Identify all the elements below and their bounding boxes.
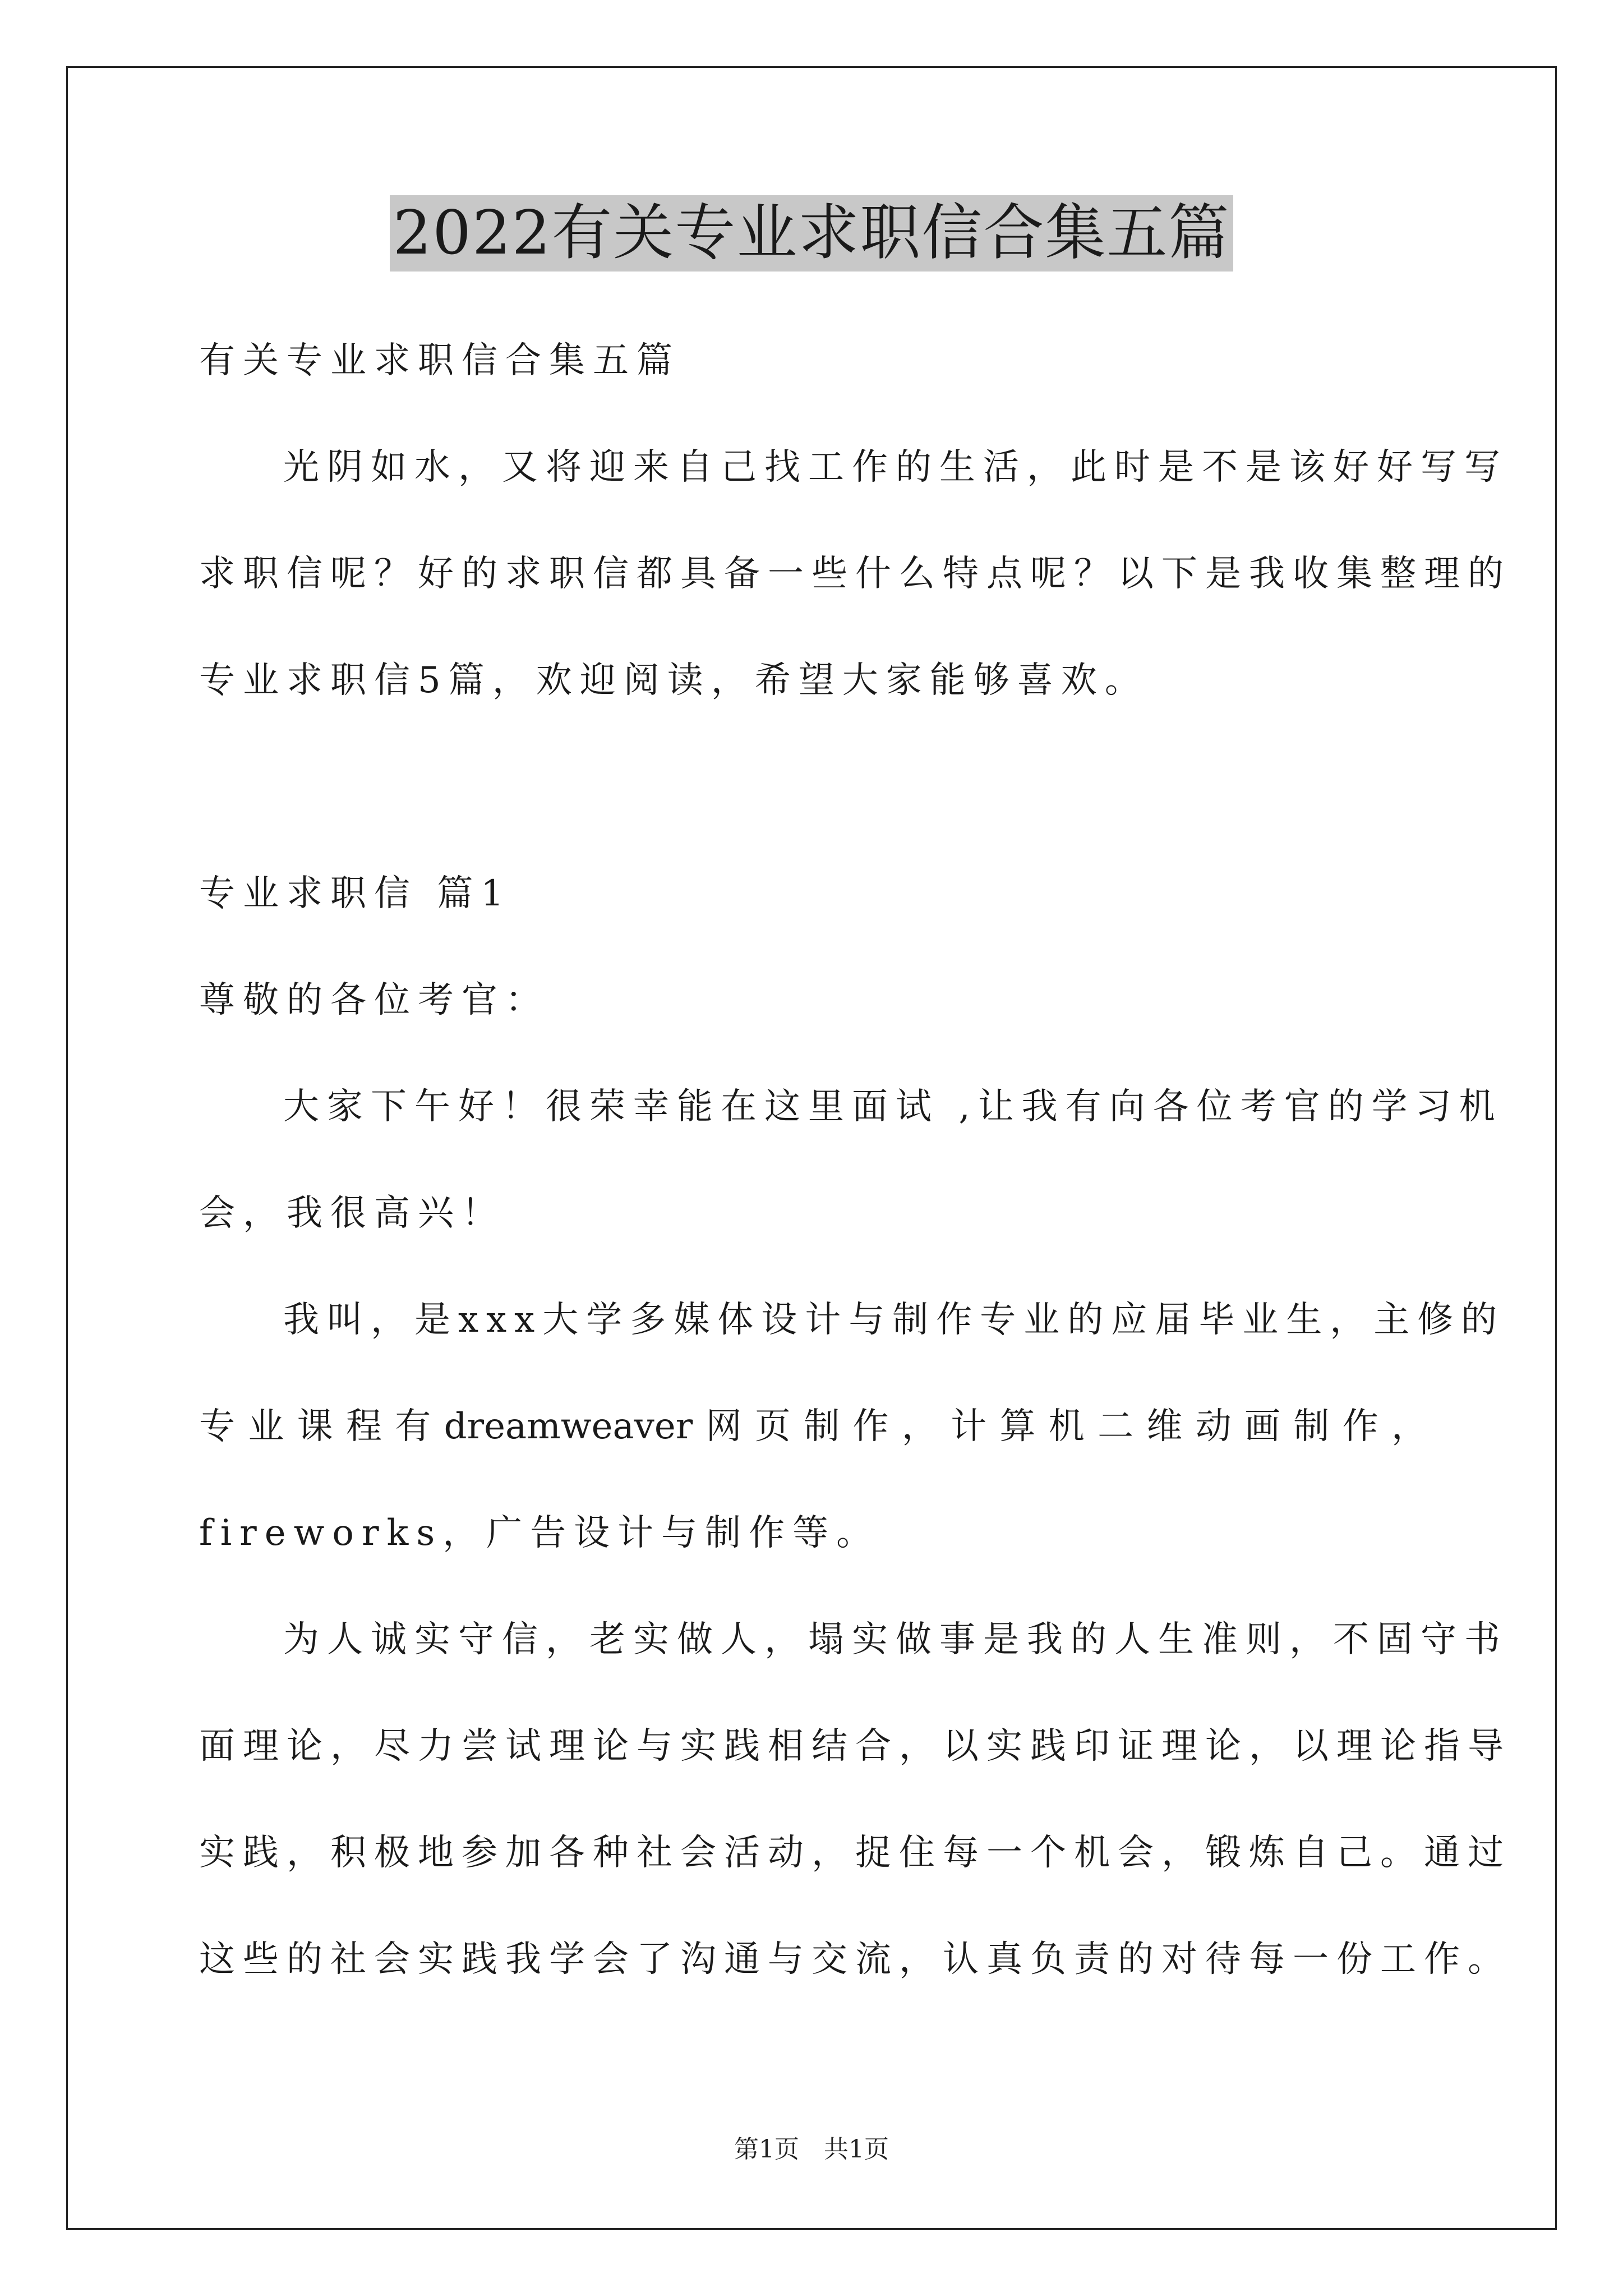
paragraph-line: 这些的社会实践我学会了沟通与交流，认真负责的对待每一份工作。: [199, 1939, 1511, 1980]
justified-token: 业: [248, 1406, 284, 1447]
paragraph-line: fireworks，广告设计与制作等。: [199, 1512, 880, 1554]
justified-token: 计: [951, 1406, 987, 1447]
justified-paragraph-line: [199, 1373, 1427, 1480]
intro-line: 光阴如水，又将迎来自己找工作的生活，此时是不是该好好写写: [283, 447, 1508, 488]
paragraph-line: 为人诚实守信，老实做人，塌实做事是我的人生准则，不固守书: [283, 1619, 1508, 1660]
title-wrap: [0, 195, 1623, 272]
justified-token: 网: [706, 1406, 742, 1447]
justified-token: 有: [395, 1406, 431, 1447]
page-footer: 第1页 共1页: [734, 2135, 889, 2164]
section-heading: 专业求职信 篇1: [199, 873, 512, 914]
justified-token: 程: [345, 1406, 382, 1447]
justified-token: 二: [1098, 1406, 1134, 1447]
justified-token: 画: [1244, 1406, 1281, 1447]
justified-token: 制: [1293, 1406, 1330, 1447]
justified-token: 作: [1342, 1406, 1378, 1447]
paragraph-line: 大家下午好！很荣幸能在这里面试 ,让我有向各位考官的学习机: [283, 1086, 1503, 1128]
document-title: 2022有关专业求职信合集五篇: [390, 195, 1234, 272]
paragraph-line: 会，我很高兴！: [199, 1193, 505, 1234]
justified-token: 动: [1195, 1406, 1232, 1447]
justified-token: 机: [1048, 1406, 1085, 1447]
justified-token: ，: [1391, 1406, 1427, 1447]
justified-token: 算: [999, 1406, 1036, 1447]
document-body: [199, 307, 1511, 2013]
blank-line: [199, 734, 1427, 840]
justified-token: 页: [754, 1406, 791, 1447]
justified-token: 课: [297, 1406, 333, 1447]
justified-token: 制: [804, 1406, 840, 1447]
intro-line: 求职信呢？好的求职信都具备一些什么特点呢？以下是我收集整理的: [199, 553, 1511, 595]
justified-token: dreamweaver: [444, 1406, 693, 1447]
justified-token: ，: [901, 1406, 938, 1447]
paragraph-line: 面理论，尽力尝试理论与实践相结合，以实践印证理论，以理论指导: [199, 1726, 1511, 1767]
justified-token: 维: [1146, 1406, 1183, 1447]
paragraph-line: 实践，积极地参加各种社会活动，捉住每一个机会，锻炼自己。通过: [199, 1832, 1511, 1874]
greeting: 尊敬的各位考官：: [199, 979, 549, 1021]
justified-token: 专: [199, 1406, 235, 1447]
justified-token: 作: [852, 1406, 889, 1447]
paragraph-line: 我叫，是xxx大学多媒体设计与制作专业的应届毕业生，主修的: [283, 1299, 1505, 1341]
intro-line: 专业求职信5篇，欢迎阅读，希望大家能够喜欢。: [199, 660, 1149, 701]
subtitle: 有关专业求职信合集五篇: [199, 340, 680, 381]
